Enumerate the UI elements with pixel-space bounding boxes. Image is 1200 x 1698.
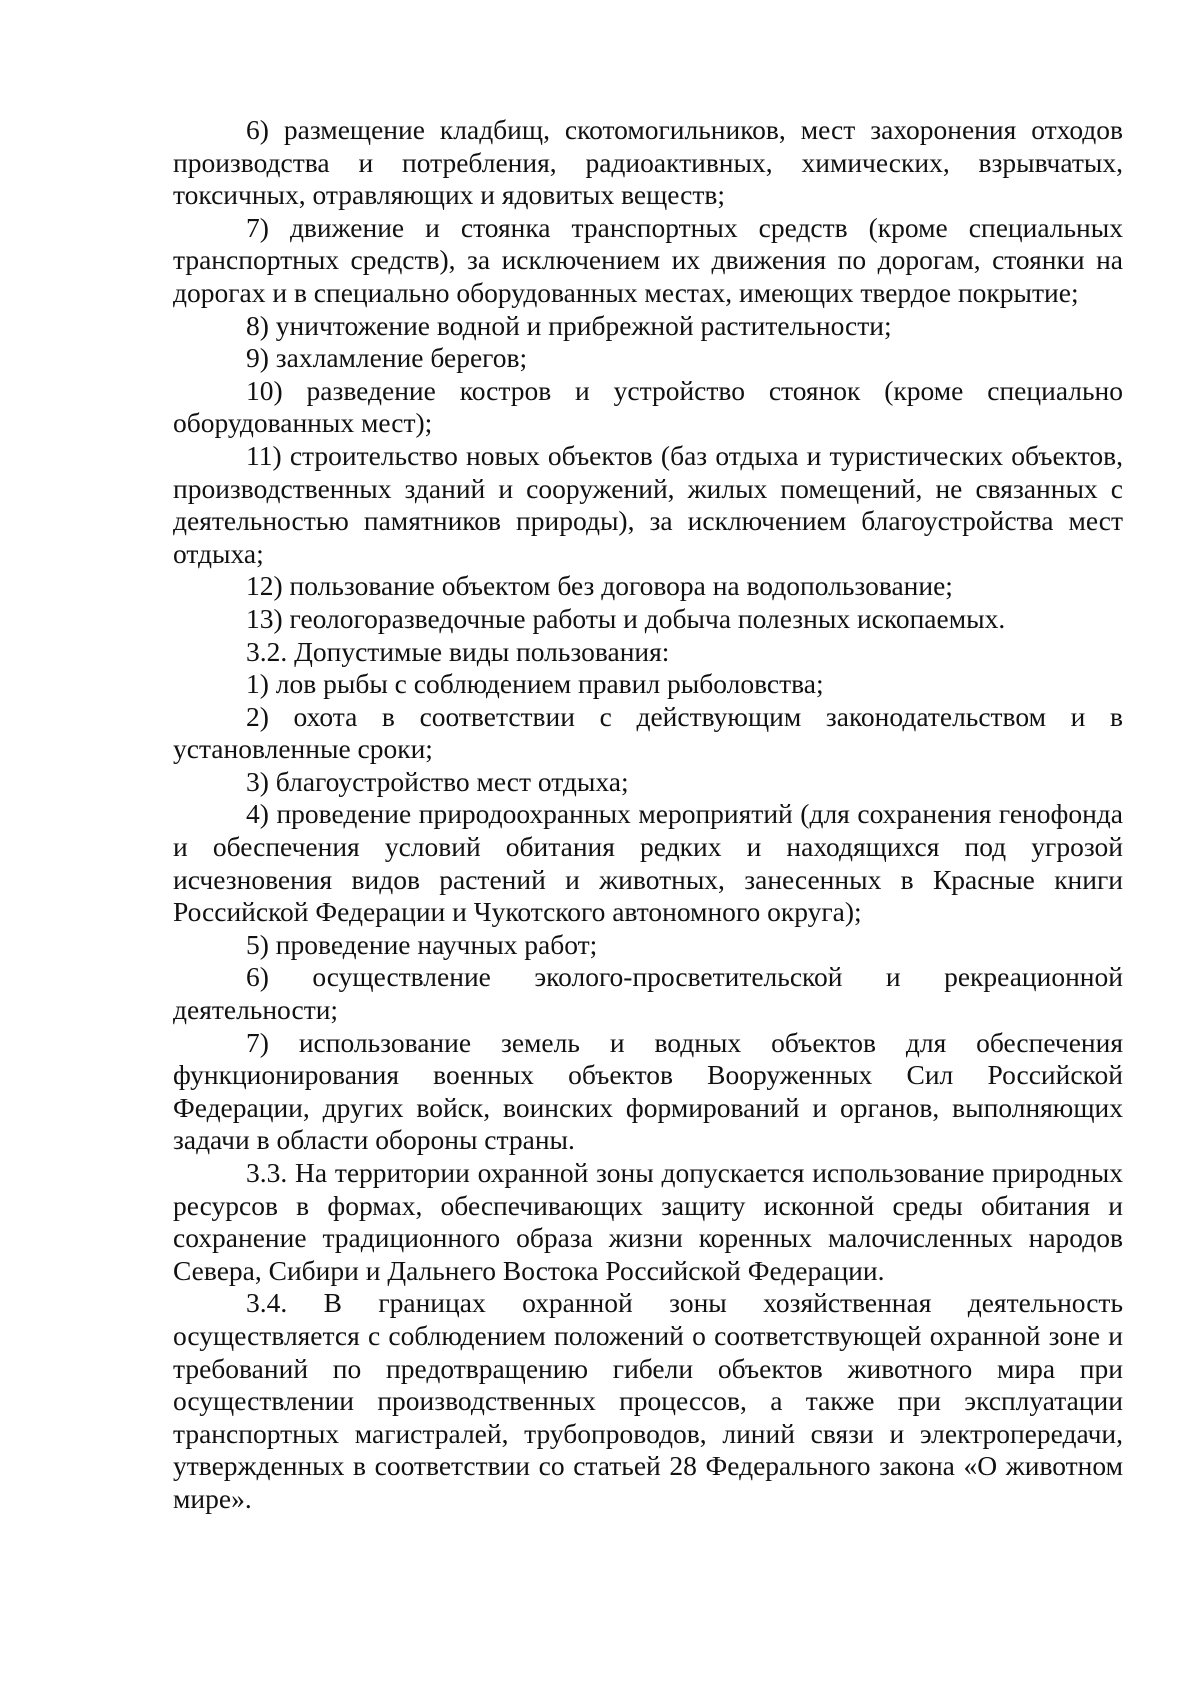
paragraph-prohibited-10: 10) разведение костров и устройство стоянок (кроме специально оборудованных мест); xyxy=(173,374,1123,439)
paragraph-allowed-7: 7) использование земель и водных объектов для обеспечения функционирования военных объектов Вооруженных Сил Российской Федерации, других войск, воинских формирований и органов, выполняющих задачи в области обороны страны. xyxy=(173,1026,1123,1156)
paragraph-prohibited-9: 9) захламление берегов; xyxy=(246,342,528,374)
paragraph-allowed-1: 1) лов рыбы с соблюдением правил рыболовства; xyxy=(246,668,824,700)
paragraph-prohibited-11: 11) строительство новых объектов (баз отдыха и туристических объектов, производственных зданий и сооружений, жилых помещений, не связанных с деятельностью памятников природы), за исключением благоустройства мест отдыха; xyxy=(173,439,1123,569)
paragraph-prohibited-12: 12) пользование объектом без договора на водопользование; xyxy=(246,570,953,602)
paragraph-prohibited-6: 6) размещение кладбищ, скотомогильников, мест захоронения отходов производства и потребления, радиоактивных, химических, взрывчатых, токсичных, отравляющих и ядовитых веществ; xyxy=(173,114,1123,211)
paragraph-allowed-2: 2) охота в соответствии с действующим законодательством и в установленные сроки; xyxy=(173,700,1123,765)
paragraph-prohibited-8: 8) уничтожение водной и прибрежной растительности; xyxy=(246,309,892,341)
paragraph-prohibited-7: 7) движение и стоянка транспортных средств (кроме специальных транспортных средств), за исключением их движения по дорогам, стоянки на дорогах и в специально оборудованных местах, имеющих твердое покрытие; xyxy=(173,211,1123,308)
paragraph-allowed-5: 5) проведение научных работ; xyxy=(246,928,598,960)
paragraph-allowed-4: 4) проведение природоохранных мероприятий (для сохранения генофонда и обеспечения условий обитания редких и находящихся под угрозой исчезновения видов растений и животных, занесенных в Красные книги Российской Федерации и Чукотского автономного округа); xyxy=(173,798,1123,928)
paragraph-prohibited-13: 13) геологоразведочные работы и добыча полезных ископаемых. xyxy=(246,602,1006,634)
section-3-4: 3.4. В границах охранной зоны хозяйственная деятельность осуществляется с соблюдением положений о соответствующей охранной зоне и требований по предотвращению гибели объектов животного мира при осуществлении производственных процессов, а также при эксплуатации транспортных магистралей, трубопроводов, линий связи и электропередачи, утвержденных в соответствии со статьей 28 Федерального закона «О животном мире». xyxy=(173,1287,1123,1514)
section-3-3: 3.3. На территории охранной зоны допускается использование природных ресурсов в формах, обеспечивающих защиту исконной среды обитания и сохранение традиционного образа жизни коренных малочисленных народов Севера, Сибири и Дальнего Востока Российской Федерации. xyxy=(173,1157,1123,1286)
paragraph-allowed-6: 6) осуществление эколого-просветительской и рекреационной деятельности; xyxy=(173,961,1123,1026)
paragraph-allowed-3: 3) благоустройство мест отдыха; xyxy=(246,765,629,797)
document-page xyxy=(173,114,1123,1516)
section-heading-3-2: 3.2. Допустимые виды пользования: xyxy=(246,635,670,667)
